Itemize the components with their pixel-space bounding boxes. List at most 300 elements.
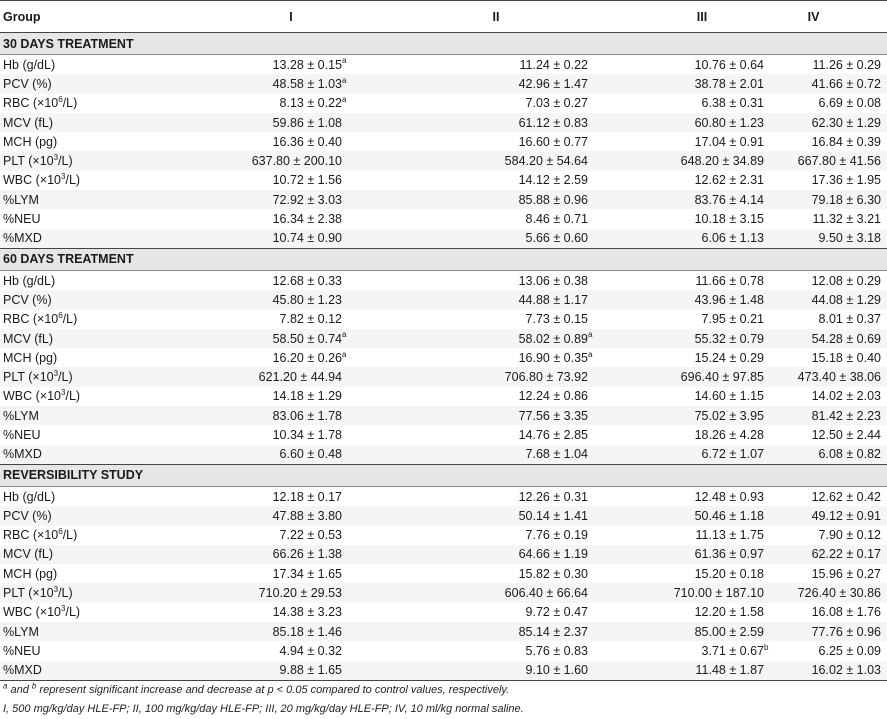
value-cell-group-iv bbox=[770, 406, 887, 425]
table-row bbox=[0, 387, 887, 406]
value-cell-group-iv bbox=[770, 387, 887, 406]
row-label-text: %NEU bbox=[3, 427, 41, 442]
value-text: 38.78 ± 2.01 bbox=[694, 76, 764, 91]
row-label-text: WBC (×10 bbox=[3, 173, 62, 188]
value-cell-group-iv bbox=[770, 445, 887, 465]
row-label-unit: /L) bbox=[62, 96, 78, 111]
value-text: 6.25 ± 0.09 bbox=[818, 643, 881, 658]
section-title: 60 DAYS TREATMENT bbox=[0, 248, 887, 270]
value-cell-group-iii bbox=[594, 229, 770, 249]
row-label-text: %NEU bbox=[3, 643, 41, 658]
value-cell-group-iii bbox=[594, 94, 770, 113]
table-body bbox=[0, 33, 887, 681]
row-label-unit: /L) bbox=[65, 173, 81, 188]
value-cell-group-ii bbox=[348, 209, 594, 228]
table-row bbox=[0, 151, 887, 170]
table-row bbox=[0, 310, 887, 329]
value-cell-group-iii bbox=[594, 506, 770, 525]
value-cell-group-iv bbox=[770, 290, 887, 309]
table-row bbox=[0, 622, 887, 641]
table-row bbox=[0, 367, 887, 386]
table-row bbox=[0, 545, 887, 564]
value-cell-group-iv bbox=[770, 425, 887, 444]
value-text: 81.42 ± 2.23 bbox=[811, 408, 881, 423]
row-label-unit: /L) bbox=[62, 528, 78, 543]
value-cell-group-i bbox=[174, 367, 348, 386]
value-text: 85.18 ± 1.46 bbox=[272, 624, 342, 639]
value-cell-group-ii bbox=[348, 425, 594, 444]
value-cell-group-i bbox=[174, 583, 348, 602]
row-label-exponent: 3 bbox=[53, 584, 59, 594]
value-cell-group-iii bbox=[594, 113, 770, 132]
value-text: 11.26 ± 0.29 bbox=[812, 57, 881, 72]
value-text: 17.34 ± 1.65 bbox=[272, 566, 342, 581]
row-label-exponent: 3 bbox=[53, 368, 59, 378]
row-label bbox=[0, 113, 174, 132]
value-text: 12.20 ± 1.58 bbox=[694, 605, 764, 620]
row-label-unit: /L) bbox=[65, 605, 81, 620]
table-row bbox=[0, 526, 887, 545]
value-text: 14.18 ± 1.29 bbox=[272, 389, 342, 404]
value-text: 64.66 ± 1.19 bbox=[518, 547, 588, 562]
value-cell-group-iv bbox=[770, 74, 887, 93]
value-cell-group-ii bbox=[348, 151, 594, 170]
value-text: 9.50 ± 3.18 bbox=[818, 231, 881, 246]
value-text: 83.76 ± 4.14 bbox=[694, 192, 764, 207]
value-text: 9.72 ± 0.47 bbox=[525, 605, 588, 620]
value-cell-group-iii bbox=[594, 310, 770, 329]
section-title: REVERSIBILITY STUDY bbox=[0, 464, 887, 486]
section-30-days-treatment bbox=[0, 33, 887, 55]
row-label bbox=[0, 209, 174, 228]
value-text: 584.20 ± 54.64 bbox=[504, 154, 588, 169]
value-text: 15.24 ± 0.29 bbox=[694, 350, 764, 365]
table-row bbox=[0, 445, 887, 465]
value-text: 83.06 ± 1.78 bbox=[272, 408, 342, 423]
row-label-unit: /L) bbox=[65, 389, 81, 404]
row-label bbox=[0, 367, 174, 386]
row-label-text: %LYM bbox=[3, 624, 39, 639]
value-cell-group-i bbox=[174, 506, 348, 525]
value-text: 16.36 ± 0.40 bbox=[272, 134, 342, 149]
value-cell-group-ii bbox=[348, 367, 594, 386]
value-text: 11.48 ± 1.87 bbox=[695, 663, 764, 678]
row-label-text: MCV (fL) bbox=[3, 331, 53, 346]
value-text: 6.69 ± 0.08 bbox=[818, 96, 881, 111]
value-cell-group-ii bbox=[348, 486, 594, 506]
table-row bbox=[0, 229, 887, 249]
value-cell-group-iv bbox=[770, 564, 887, 583]
value-cell-group-iv bbox=[770, 641, 887, 660]
value-text: 11.24 ± 0.22 bbox=[519, 57, 588, 72]
value-cell-group-i bbox=[174, 564, 348, 583]
value-text: 13.06 ± 0.38 bbox=[518, 273, 588, 288]
value-cell-group-iv bbox=[770, 229, 887, 249]
value-cell-group-iii bbox=[594, 329, 770, 348]
value-text: 62.30 ± 1.29 bbox=[811, 115, 881, 130]
value-cell-group-ii bbox=[348, 113, 594, 132]
value-text: 12.18 ± 0.17 bbox=[272, 489, 342, 504]
row-label-text: Hb (g/dL) bbox=[3, 57, 56, 72]
value-cell-group-iv bbox=[770, 603, 887, 622]
value-text: 58.02 ± 0.89 bbox=[518, 331, 588, 346]
row-label-text: MCV (fL) bbox=[3, 547, 53, 562]
table-row bbox=[0, 661, 887, 681]
value-cell-group-iv bbox=[770, 486, 887, 506]
table-row bbox=[0, 113, 887, 132]
value-text: 8.01 ± 0.37 bbox=[818, 312, 881, 327]
value-text: 12.24 ± 0.86 bbox=[518, 389, 588, 404]
value-text: 637.80 ± 200.10 bbox=[251, 154, 342, 169]
row-label-text: Hb (g/dL) bbox=[3, 273, 56, 288]
value-text: 706.80 ± 73.92 bbox=[504, 370, 588, 385]
row-label bbox=[0, 545, 174, 564]
row-label bbox=[0, 348, 174, 367]
row-label bbox=[0, 406, 174, 425]
value-cell-group-iii: 3.71 ± 0.67b bbox=[701, 642, 769, 658]
value-cell-group-iii bbox=[594, 545, 770, 564]
value-cell-group-ii bbox=[348, 506, 594, 525]
value-text: 17.36 ± 1.95 bbox=[811, 173, 881, 188]
value-text: 11.32 ± 3.21 bbox=[812, 212, 881, 227]
value-cell-group-i bbox=[174, 545, 348, 564]
value-cell-group-iv bbox=[770, 132, 887, 151]
value-text: 48.58 ± 1.03 bbox=[272, 76, 342, 91]
row-label bbox=[0, 564, 174, 583]
value-cell-group-ii: 16.90 ± 0.35a bbox=[518, 349, 593, 365]
row-label-exponent: 3 bbox=[61, 604, 66, 614]
header-group: Group bbox=[0, 1, 174, 33]
value-text: 10.34 ± 1.78 bbox=[272, 427, 342, 442]
value-cell-group-iv bbox=[770, 94, 887, 113]
value-text: 54.28 ± 0.69 bbox=[811, 331, 881, 346]
value-text: 473.40 ± 38.06 bbox=[797, 370, 881, 385]
value-text: 85.88 ± 0.96 bbox=[518, 192, 588, 207]
value-cell-group-iv bbox=[770, 113, 887, 132]
value-text: 12.48 ± 0.93 bbox=[694, 489, 764, 504]
value-text: 13.28 ± 0.15 bbox=[272, 57, 342, 72]
table-row bbox=[0, 348, 887, 367]
table-row bbox=[0, 74, 887, 93]
value-cell-group-iv bbox=[770, 348, 887, 367]
value-text: 17.04 ± 0.91 bbox=[694, 134, 764, 149]
table-row bbox=[0, 603, 887, 622]
row-label bbox=[0, 132, 174, 151]
value-cell-group-ii bbox=[348, 641, 594, 660]
row-label bbox=[0, 506, 174, 525]
table-row bbox=[0, 290, 887, 309]
row-label-exponent: 3 bbox=[53, 152, 59, 162]
footnote-mark-b: b bbox=[31, 681, 37, 691]
table-row bbox=[0, 425, 887, 444]
table-row bbox=[0, 583, 887, 602]
row-label-text: RBC (×10 bbox=[3, 96, 59, 111]
value-cell-group-ii bbox=[348, 94, 594, 113]
row-label-text: MCV (fL) bbox=[3, 115, 53, 130]
value-cell-group-iv bbox=[770, 506, 887, 525]
value-cell-group-iii bbox=[594, 661, 770, 681]
row-label bbox=[0, 526, 174, 545]
value-cell-group-i bbox=[174, 486, 348, 506]
row-label bbox=[0, 151, 174, 170]
value-text: 726.40 ± 30.86 bbox=[797, 586, 881, 601]
value-text: 47.88 ± 3.80 bbox=[272, 508, 342, 523]
table-row bbox=[0, 270, 887, 290]
section-title: 30 DAYS TREATMENT bbox=[0, 33, 887, 55]
value-text: 696.40 ± 97.85 bbox=[680, 370, 764, 385]
value-text: 15.18 ± 0.40 bbox=[811, 350, 881, 365]
value-cell-group-iii bbox=[594, 445, 770, 465]
value-text: 44.88 ± 1.17 bbox=[518, 292, 588, 307]
value-cell-group-iv bbox=[770, 661, 887, 681]
value-text: 50.14 ± 1.41 bbox=[518, 508, 588, 523]
value-cell-group-iv bbox=[770, 151, 887, 170]
row-label bbox=[0, 486, 174, 506]
value-cell-group-iii bbox=[594, 171, 770, 190]
value-cell-group-iii bbox=[594, 622, 770, 641]
row-label-text: MCH (pg) bbox=[3, 350, 58, 365]
value-text: 61.12 ± 0.83 bbox=[518, 115, 588, 130]
row-label-unit: /L) bbox=[62, 312, 78, 327]
value-text: 66.26 ± 1.38 bbox=[272, 547, 342, 562]
value-cell-group-i: 48.58 ± 1.03a bbox=[174, 74, 348, 93]
value-text: 8.46 ± 0.71 bbox=[525, 212, 588, 227]
header-row bbox=[0, 1, 887, 33]
value-cell-group-iii bbox=[594, 270, 770, 290]
value-cell-group-i bbox=[174, 622, 348, 641]
value-cell-group-ii bbox=[348, 526, 594, 545]
value-text: 7.03 ± 0.27 bbox=[525, 96, 588, 111]
row-label bbox=[0, 425, 174, 444]
row-label-text: RBC (×10 bbox=[3, 312, 59, 327]
table-row bbox=[0, 406, 887, 425]
value-cell-group-iv bbox=[770, 55, 887, 75]
row-label-unit: /L) bbox=[58, 370, 73, 385]
row-label-text: %MXD bbox=[3, 447, 42, 462]
value-text: 7.82 ± 0.12 bbox=[279, 312, 342, 327]
row-label bbox=[0, 445, 174, 465]
value-text: 11.66 ± 0.78 bbox=[695, 273, 764, 288]
row-label-text: %LYM bbox=[3, 408, 39, 423]
value-cell-group-i: 16.20 ± 0.26a bbox=[272, 349, 347, 365]
value-cell-group-ii bbox=[348, 603, 594, 622]
value-cell-group-iii bbox=[594, 406, 770, 425]
value-cell-group-i: 58.50 ± 0.74a bbox=[174, 329, 348, 348]
value-text: 9.88 ± 1.65 bbox=[279, 663, 342, 678]
row-label bbox=[0, 270, 174, 290]
value-text: 58.50 ± 0.74 bbox=[272, 331, 342, 346]
value-cell-group-ii bbox=[348, 661, 594, 681]
value-cell-group-i bbox=[174, 661, 348, 681]
value-cell-group-iii bbox=[594, 526, 770, 545]
value-text: 59.86 ± 1.08 bbox=[272, 115, 342, 130]
value-text: 648.20 ± 34.89 bbox=[680, 154, 764, 169]
value-text: 44.08 ± 1.29 bbox=[811, 292, 881, 307]
row-label bbox=[0, 290, 174, 309]
value-cell-group-iii bbox=[594, 190, 770, 209]
value-cell-group-i bbox=[174, 406, 348, 425]
value-text: 79.18 ± 6.30 bbox=[811, 192, 881, 207]
value-text: 85.14 ± 2.37 bbox=[518, 624, 588, 639]
value-text: 606.40 ± 66.64 bbox=[504, 586, 588, 601]
header-iii: III bbox=[594, 1, 770, 33]
value-text: 61.36 ± 0.97 bbox=[694, 547, 764, 562]
table-row bbox=[0, 190, 887, 209]
value-text: 14.38 ± 3.23 bbox=[272, 605, 342, 620]
row-label-text: PCV (%) bbox=[3, 508, 52, 523]
row-label bbox=[0, 55, 174, 75]
value-cell-group-iii bbox=[594, 151, 770, 170]
value-cell-group-ii bbox=[348, 190, 594, 209]
value-text: 667.80 ± 41.56 bbox=[797, 154, 881, 169]
value-cell-group-iv bbox=[770, 270, 887, 290]
value-text: 7.22 ± 0.53 bbox=[279, 528, 342, 543]
value-cell-group-iii bbox=[594, 425, 770, 444]
value-cell-group-i bbox=[174, 445, 348, 465]
row-label-text: RBC (×10 bbox=[3, 528, 59, 543]
value-cell-group-iii bbox=[594, 583, 770, 602]
section-reversibility-study bbox=[0, 464, 887, 486]
table-row bbox=[0, 641, 887, 660]
table-row bbox=[0, 506, 887, 525]
row-label bbox=[0, 74, 174, 93]
row-label bbox=[0, 94, 174, 113]
value-text: 6.08 ± 0.82 bbox=[818, 447, 881, 462]
value-cell-group-ii bbox=[348, 622, 594, 641]
value-text: 6.72 ± 1.07 bbox=[701, 447, 764, 462]
value-cell-group-iii bbox=[594, 367, 770, 386]
value-text: 60.80 ± 1.23 bbox=[694, 115, 764, 130]
row-label-exponent: 6 bbox=[58, 527, 63, 537]
row-label bbox=[0, 641, 174, 660]
value-cell-group-iv bbox=[770, 622, 887, 641]
value-cell-group-iv bbox=[770, 329, 887, 348]
value-cell-group-i bbox=[174, 270, 348, 290]
value-cell-group-i bbox=[174, 171, 348, 190]
value-cell-group-i bbox=[174, 425, 348, 444]
row-label bbox=[0, 622, 174, 641]
value-cell-group-iii bbox=[594, 387, 770, 406]
value-text: 6.38 ± 0.31 bbox=[701, 96, 764, 111]
value-cell-group-ii bbox=[348, 406, 594, 425]
value-cell-group-iii bbox=[594, 290, 770, 309]
header-iv: IV bbox=[770, 1, 887, 33]
value-cell-group-ii bbox=[348, 564, 594, 583]
value-text: 45.80 ± 1.23 bbox=[272, 292, 342, 307]
footnote-and: and bbox=[7, 684, 32, 696]
value-cell-group-iii bbox=[594, 132, 770, 151]
table-row bbox=[0, 209, 887, 228]
value-cell-group-i bbox=[174, 603, 348, 622]
value-text: 16.08 ± 1.76 bbox=[811, 605, 881, 620]
value-cell-group-ii bbox=[348, 445, 594, 465]
value-cell-group-i bbox=[174, 190, 348, 209]
value-cell-group-iv bbox=[770, 310, 887, 329]
value-text: 49.12 ± 0.91 bbox=[811, 508, 881, 523]
section-60-days-treatment bbox=[0, 248, 887, 270]
row-label-text: PLT (×10 bbox=[3, 370, 54, 385]
footnote-significance bbox=[3, 681, 510, 696]
header-ii: II bbox=[348, 1, 594, 33]
value-cell-group-i bbox=[174, 526, 348, 545]
row-label bbox=[0, 661, 174, 681]
value-cell-group-ii bbox=[348, 290, 594, 309]
value-cell-group-ii bbox=[348, 229, 594, 249]
value-text: 85.00 ± 2.59 bbox=[694, 624, 764, 639]
row-label-exponent: 3 bbox=[61, 172, 66, 182]
value-text: 4.94 ± 0.32 bbox=[279, 643, 342, 658]
row-label-exponent: 6 bbox=[58, 311, 63, 321]
value-cell-group-i bbox=[174, 229, 348, 249]
value-cell-group-ii bbox=[348, 387, 594, 406]
value-text: 6.06 ± 1.13 bbox=[701, 231, 764, 246]
value-cell-group-i bbox=[174, 641, 348, 660]
row-label-text: MCH (pg) bbox=[3, 134, 58, 149]
value-cell-group-i bbox=[174, 290, 348, 309]
value-text: 8.13 ± 0.22 bbox=[279, 96, 342, 111]
value-text: 710.20 ± 29.53 bbox=[258, 586, 342, 601]
row-label bbox=[0, 387, 174, 406]
value-cell-group-iv bbox=[770, 190, 887, 209]
row-label bbox=[0, 190, 174, 209]
value-cell-group-ii bbox=[348, 55, 594, 75]
value-text: 7.68 ± 1.04 bbox=[525, 447, 588, 462]
value-text: 55.32 ± 0.79 bbox=[694, 331, 764, 346]
value-cell-group-iii bbox=[594, 486, 770, 506]
value-text: 14.60 ± 1.15 bbox=[694, 389, 764, 404]
value-text: 15.82 ± 0.30 bbox=[518, 566, 588, 581]
row-label bbox=[0, 310, 174, 329]
row-label-text: WBC (×10 bbox=[3, 389, 62, 404]
value-text: 11.13 ± 1.75 bbox=[695, 528, 764, 543]
value-text: 15.20 ± 0.18 bbox=[694, 566, 764, 581]
table-row bbox=[0, 329, 887, 348]
value-text: 16.02 ± 1.03 bbox=[811, 663, 881, 678]
value-text: 16.90 ± 0.35 bbox=[518, 350, 588, 365]
value-cell-group-i bbox=[174, 209, 348, 228]
value-text: 10.74 ± 0.90 bbox=[272, 231, 342, 246]
value-text: 7.95 ± 0.21 bbox=[701, 312, 764, 327]
value-cell-group-iii bbox=[594, 564, 770, 583]
value-cell-group-i bbox=[174, 310, 348, 329]
value-text: 18.26 ± 4.28 bbox=[694, 427, 764, 442]
table-row bbox=[0, 132, 887, 151]
value-text: 72.92 ± 3.03 bbox=[272, 192, 342, 207]
row-label bbox=[0, 171, 174, 190]
row-label bbox=[0, 583, 174, 602]
value-text: 42.96 ± 1.47 bbox=[518, 76, 588, 91]
row-label-text: %NEU bbox=[3, 212, 41, 227]
value-cell-group-iii bbox=[594, 209, 770, 228]
row-label-text: PLT (×10 bbox=[3, 586, 54, 601]
value-text: 6.60 ± 0.48 bbox=[279, 447, 342, 462]
row-label-text: PCV (%) bbox=[3, 292, 52, 307]
value-text: 77.56 ± 3.35 bbox=[518, 408, 588, 423]
value-text: 14.02 ± 2.03 bbox=[811, 389, 881, 404]
value-cell-group-i: 8.13 ± 0.22a bbox=[279, 95, 347, 111]
value-text: 41.66 ± 0.72 bbox=[811, 76, 881, 91]
value-text: 12.08 ± 0.29 bbox=[811, 273, 881, 288]
value-text: 77.76 ± 0.96 bbox=[811, 624, 881, 639]
value-text: 16.60 ± 0.77 bbox=[518, 134, 588, 149]
value-text: 12.62 ± 0.42 bbox=[811, 489, 881, 504]
table-row bbox=[0, 171, 887, 190]
row-label-text: WBC (×10 bbox=[3, 605, 62, 620]
table-row bbox=[0, 564, 887, 583]
row-label-exponent: 3 bbox=[61, 388, 66, 398]
value-text: 12.50 ± 2.44 bbox=[811, 427, 881, 442]
value-text: 10.76 ± 0.64 bbox=[694, 57, 764, 72]
